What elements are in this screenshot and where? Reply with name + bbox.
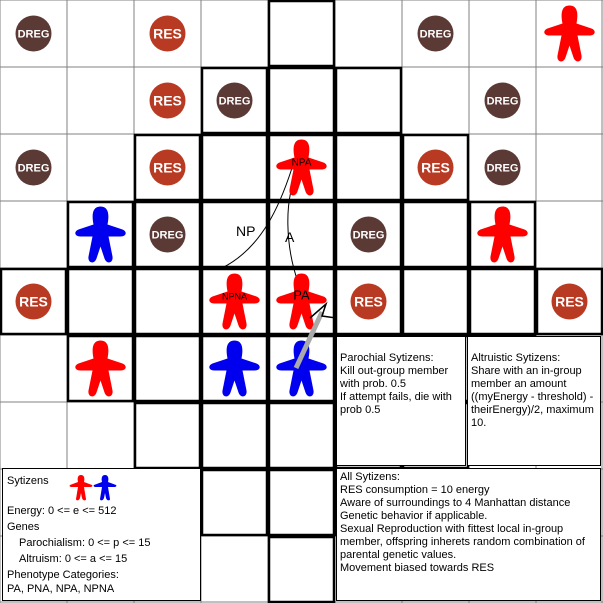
sytizen-phenotype-label: NPA — [291, 157, 312, 169]
res-node — [150, 16, 186, 52]
dreg-label: DREG — [486, 95, 519, 108]
red-sytizen — [209, 274, 259, 330]
legend-altruism: Altruism: 0 <= a <= 15 — [19, 553, 128, 565]
all-line: Movement biased towards RES — [340, 562, 495, 574]
sytizen-phenotype-label: PA — [293, 287, 310, 303]
thick-cell — [336, 68, 401, 133]
red-sytizen — [544, 6, 594, 62]
blue-sytizen — [276, 341, 326, 397]
red-sytizen — [75, 341, 125, 397]
np-arc — [222, 168, 292, 268]
red-sytizen — [276, 140, 326, 196]
thick-cell — [403, 202, 468, 267]
dreg-node — [16, 16, 52, 52]
interaction-arcs — [222, 168, 298, 282]
dreg-label: DREG — [17, 162, 50, 175]
red-sytizen-icon — [544, 6, 594, 62]
all-title: All Sytizens: — [340, 471, 400, 483]
thick-cell — [68, 269, 133, 334]
thick-cell — [269, 470, 334, 535]
attack-arrow-icon — [310, 304, 336, 318]
thick-cell — [336, 135, 401, 200]
red-sytizen-icon — [75, 341, 125, 397]
blue-sytizen-icon — [75, 207, 125, 263]
altruistic-body: Share with an in-group member an amount ((myEnergy - threshold) - theirEnergy)/2, maximum 10. — [471, 365, 594, 429]
res-label: RES — [421, 159, 450, 176]
blue-sytizen-icon — [209, 341, 259, 397]
altruistic-title: Altruistic Sytizens: — [471, 352, 561, 364]
dreg-label: DREG — [17, 28, 50, 41]
blue-sytizen-icon — [94, 475, 117, 500]
sytizen-legend — [2, 468, 201, 601]
legend-energy: Energy: 0 <= e <= 512 — [7, 505, 117, 517]
dreg-node — [418, 16, 454, 52]
res-node — [351, 284, 387, 320]
all-line: Sexual Reproduction with fittest local in-group member, offspring inherets random combination of parental genetic values. — [340, 523, 585, 561]
res-label: RES — [354, 293, 383, 310]
altruistic-info-box — [467, 336, 601, 466]
thick-cell — [269, 403, 334, 468]
res-label: RES — [153, 92, 182, 109]
thick-cell — [269, 202, 334, 267]
parochial-info-box — [336, 336, 466, 466]
red-sytizen-icon — [477, 207, 527, 263]
dreg-node — [150, 217, 186, 253]
res-label: RES — [153, 25, 182, 42]
dreg-label: DREG — [151, 229, 184, 242]
dreg-label: DREG — [218, 95, 251, 108]
thick-cell — [202, 135, 267, 200]
blue-sytizen — [209, 341, 259, 397]
legend-title: Sytizens — [7, 475, 49, 487]
thick-cell — [269, 537, 334, 602]
thick-cell — [135, 269, 200, 334]
res-label: RES — [19, 293, 48, 310]
np-label: NP — [236, 223, 256, 239]
res-node — [16, 284, 52, 320]
red-sytizen — [477, 207, 527, 263]
legend-parochialism: Parochialism: 0 <= p <= 15 — [19, 537, 151, 549]
res-node — [552, 284, 588, 320]
parochial-title: Parochial Sytizens: — [340, 352, 434, 364]
legend-icons — [69, 473, 121, 501]
legend-phenotypes: PA, PNA, NPA, NPNA — [7, 583, 115, 595]
thick-cell — [202, 403, 267, 468]
dreg-node — [485, 83, 521, 119]
all-sytizens-box — [336, 468, 601, 601]
thick-cell — [269, 68, 334, 133]
res-node — [150, 150, 186, 186]
dreg-node — [351, 217, 387, 253]
sytizen-phenotype-label: NPNA — [221, 291, 248, 302]
dreg-label: DREG — [486, 162, 519, 175]
parochial-body: Kill out-group member with prob. 0.5 If attempt fails, die with prob 0.5 — [340, 365, 452, 416]
legend-phenotype-title: Phenotype Categories: — [7, 569, 119, 581]
res-node — [150, 83, 186, 119]
res-label: RES — [153, 159, 182, 176]
dreg-label: DREG — [419, 28, 452, 41]
all-line: Genetic behavior if applicable. — [340, 510, 488, 522]
all-line: RES consumption = 10 energy — [340, 484, 490, 496]
res-node — [418, 150, 454, 186]
thick-cell — [202, 470, 267, 535]
thick-cell — [135, 336, 200, 401]
dreg-node — [16, 150, 52, 186]
thick-cell — [135, 403, 200, 468]
thick-cell — [470, 269, 535, 334]
dreg-node — [485, 150, 521, 186]
thick-cell — [269, 1, 334, 66]
legend-genes: Genes — [7, 521, 40, 533]
blue-sytizen-icon — [276, 341, 326, 397]
thick-cell — [403, 269, 468, 334]
dreg-label: DREG — [352, 229, 385, 242]
dreg-node — [217, 83, 253, 119]
blue-sytizen — [75, 207, 125, 263]
thick-cell — [202, 202, 267, 267]
red-sytizen-icon — [70, 475, 93, 500]
res-label: RES — [555, 293, 584, 310]
all-line: Aware of surroundings to 4 Manhattan distance — [340, 497, 571, 509]
a-label: A — [285, 229, 295, 245]
